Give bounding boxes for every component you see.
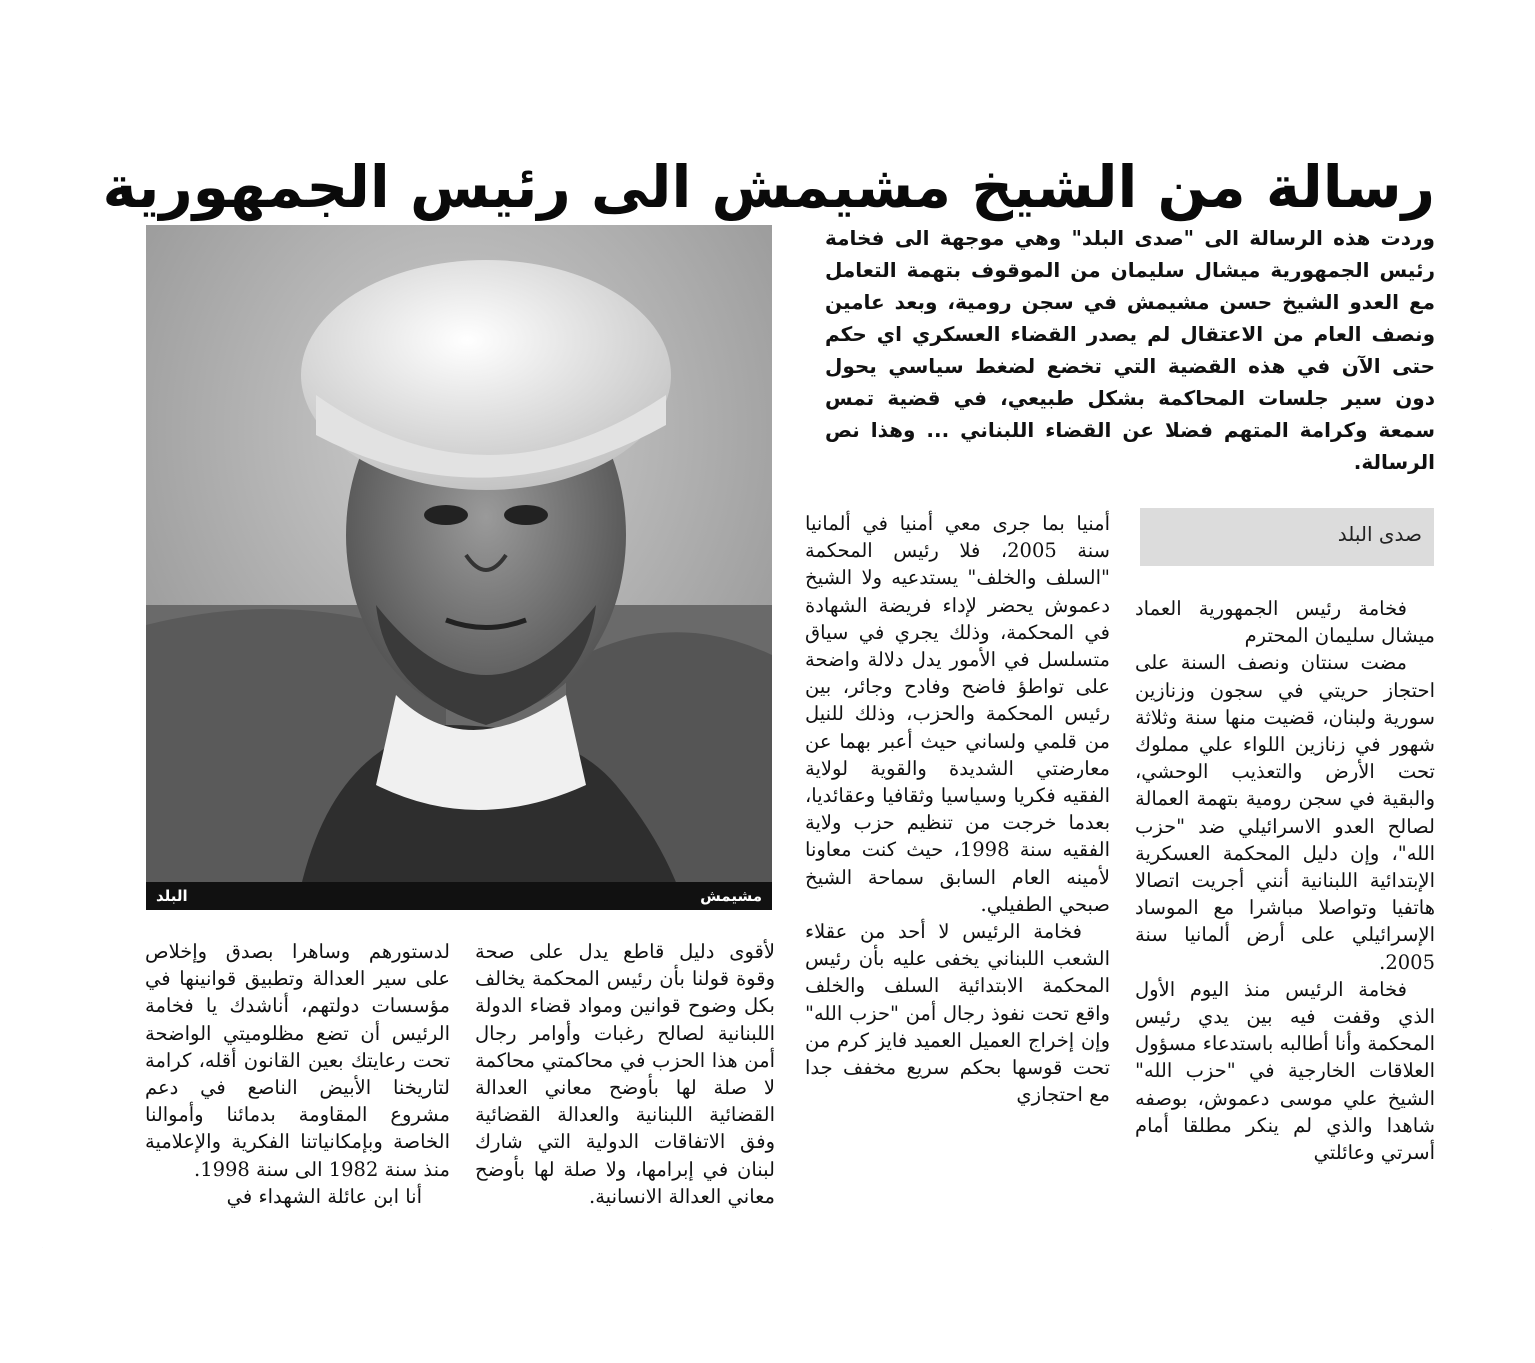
article-byline: صدى البلد (1140, 508, 1434, 566)
text-column-1 (1135, 595, 1435, 1275)
photo-credit: البلد (156, 887, 188, 905)
article-intro: وردت هذه الرسالة الى "صدى البلد" وهي موجهة الى فخامة رئيس الجمهورية ميشال سليمان من الموقوف بتهمة التعامل مع العدو الشيخ حسن مشيمش في سجن رومية، وبعد عامين ونصف العام من الاعتقال لم يصدر القضاء العسكري اي حكم حتى الآن في هذه القضية التي تخضع لضغط سياسي يحول دون سير جلسات المحاكمة بشكل طبيعي، في قضية تمس سمعة وكرامة المتهم فضلا عن القضاء اللبناني ... وهذا نص الرسالة. (825, 226, 1435, 474)
photo-caption: مشيمش (700, 887, 762, 905)
text-column-4 (145, 938, 450, 1278)
portrait-image (146, 225, 772, 910)
photo-caption-bar (146, 882, 772, 910)
paragraph: فخامة الرئيس منذ اليوم الأول الذي وقفت فيه بين يدي رئيس المحكمة وأنا أطالبه باستدعاء مسؤول العلاقات الخارجية في "حزب الله" الشيخ علي موسى دعموش، بوصفه شاهدا والذي لم ينكر مطلقا أمام أسرتي وعائلتي (1135, 977, 1435, 1165)
paragraph: لأقوى دليل قاطع يدل على صحة وقوة قولنا بأن رئيس المحكمة يخالف بكل وضوح قوانين ومواد قضاء الدولة اللبنانية لصالح رغبات وأوامر رجال أمن هذا الحزب في محاكمتي محاكمة لا صلة لها بأوضح معاني العدالة القضائية اللبنانية والعدالة القضائية وفق الاتفاقات الدولية التي شارك لبنان في إبرامها، ولا صلة لها بأوضح معاني العدالة الانسانية. (475, 940, 775, 1208)
paragraph: أمنيا بما جرى معي أمنيا في ألمانيا سنة 2005، فلا رئيس المحكمة "السلف والخلف" يستدعيه ولا الشيخ دعموش يحضر لإداء فريضة الشهادة في المحكمة، وذلك يجري في سياق متسلسل في الأمور يدل دلالة واضحة على تواطؤ فاضح وفادح وجائر، بين رئيس المحكمة والحزب، وذلك للنيل من قلمي ولساني حيث أعبر بهما عن معارضتي الشديدة والقوية لولاية الفقيه فكريا وسياسيا وثقافيا وعقائديا، بعدما خرجت من تنظيم حزب ولاية الفقيه سنة 1998، حيث كنت معاونا لأمينه العام السابق سماحة الشيخ صبحي الطفيلي. (805, 512, 1110, 916)
article-headline: رسالة من الشيخ مشيمش الى رئيس الجمهورية (102, 152, 1435, 221)
paragraph: أنا ابن عائلة الشهداء في (226, 1184, 422, 1208)
salutation: فخامة رئيس الجمهورية العماد ميشال سليمان المحترم (1135, 597, 1435, 648)
article-photo (146, 225, 772, 910)
paragraph: لدستورهم وساهرا بصدق وإخلاص على سير العدالة وتطبيق قوانينها في مؤسسات دولتهم، أناشدك يا فخامة الرئيس أن تضع مظلوميتي الواضحة تحت رعايتك بعين القانون أقله، كرامة لتاريخنا الأبيض الناصع في دعم مشروع المقاومة بدمائنا وأموالنا الخاصة وبإمكانياتنا الفكرية والإعلامية منذ سنة 1982 الى سنة 1998. (145, 940, 450, 1181)
paragraph: مضت سنتان ونصف السنة على احتجاز حريتي في سجون وزنازين سورية ولبنان، قضيت منها سنة وثلاثة شهور في زنازين اللواء علي مملوك تحت الأرض والتعذيب الوحشي، والبقية في سجن رومية بتهمة العمالة لصالح العدو الاسرائيلي ضد "حزب الله"، وإن دليل المحكمة العسكرية الإبتدائية اللبنانية أنني أجريت اتصالا هاتفيا وتواصلا مباشرا مع الموساد الإسرائيلي على أرض ألمانيا سنة 2005. (1135, 651, 1435, 974)
text-column-2 (805, 510, 1110, 1275)
text-column-3 (475, 938, 775, 1278)
paragraph: فخامة الرئيس لا أحد من عقلاء الشعب اللبناني يخفى عليه بأن رئيس المحكمة الابتدائية السلف والخلف واقع تحت نفوذ رجال أمن "حزب الله" وإن إخراج العميل العميد فايز كرم من تحت قوسها بحكم سريع مخفف جدا مع احتجازي (805, 920, 1110, 1107)
